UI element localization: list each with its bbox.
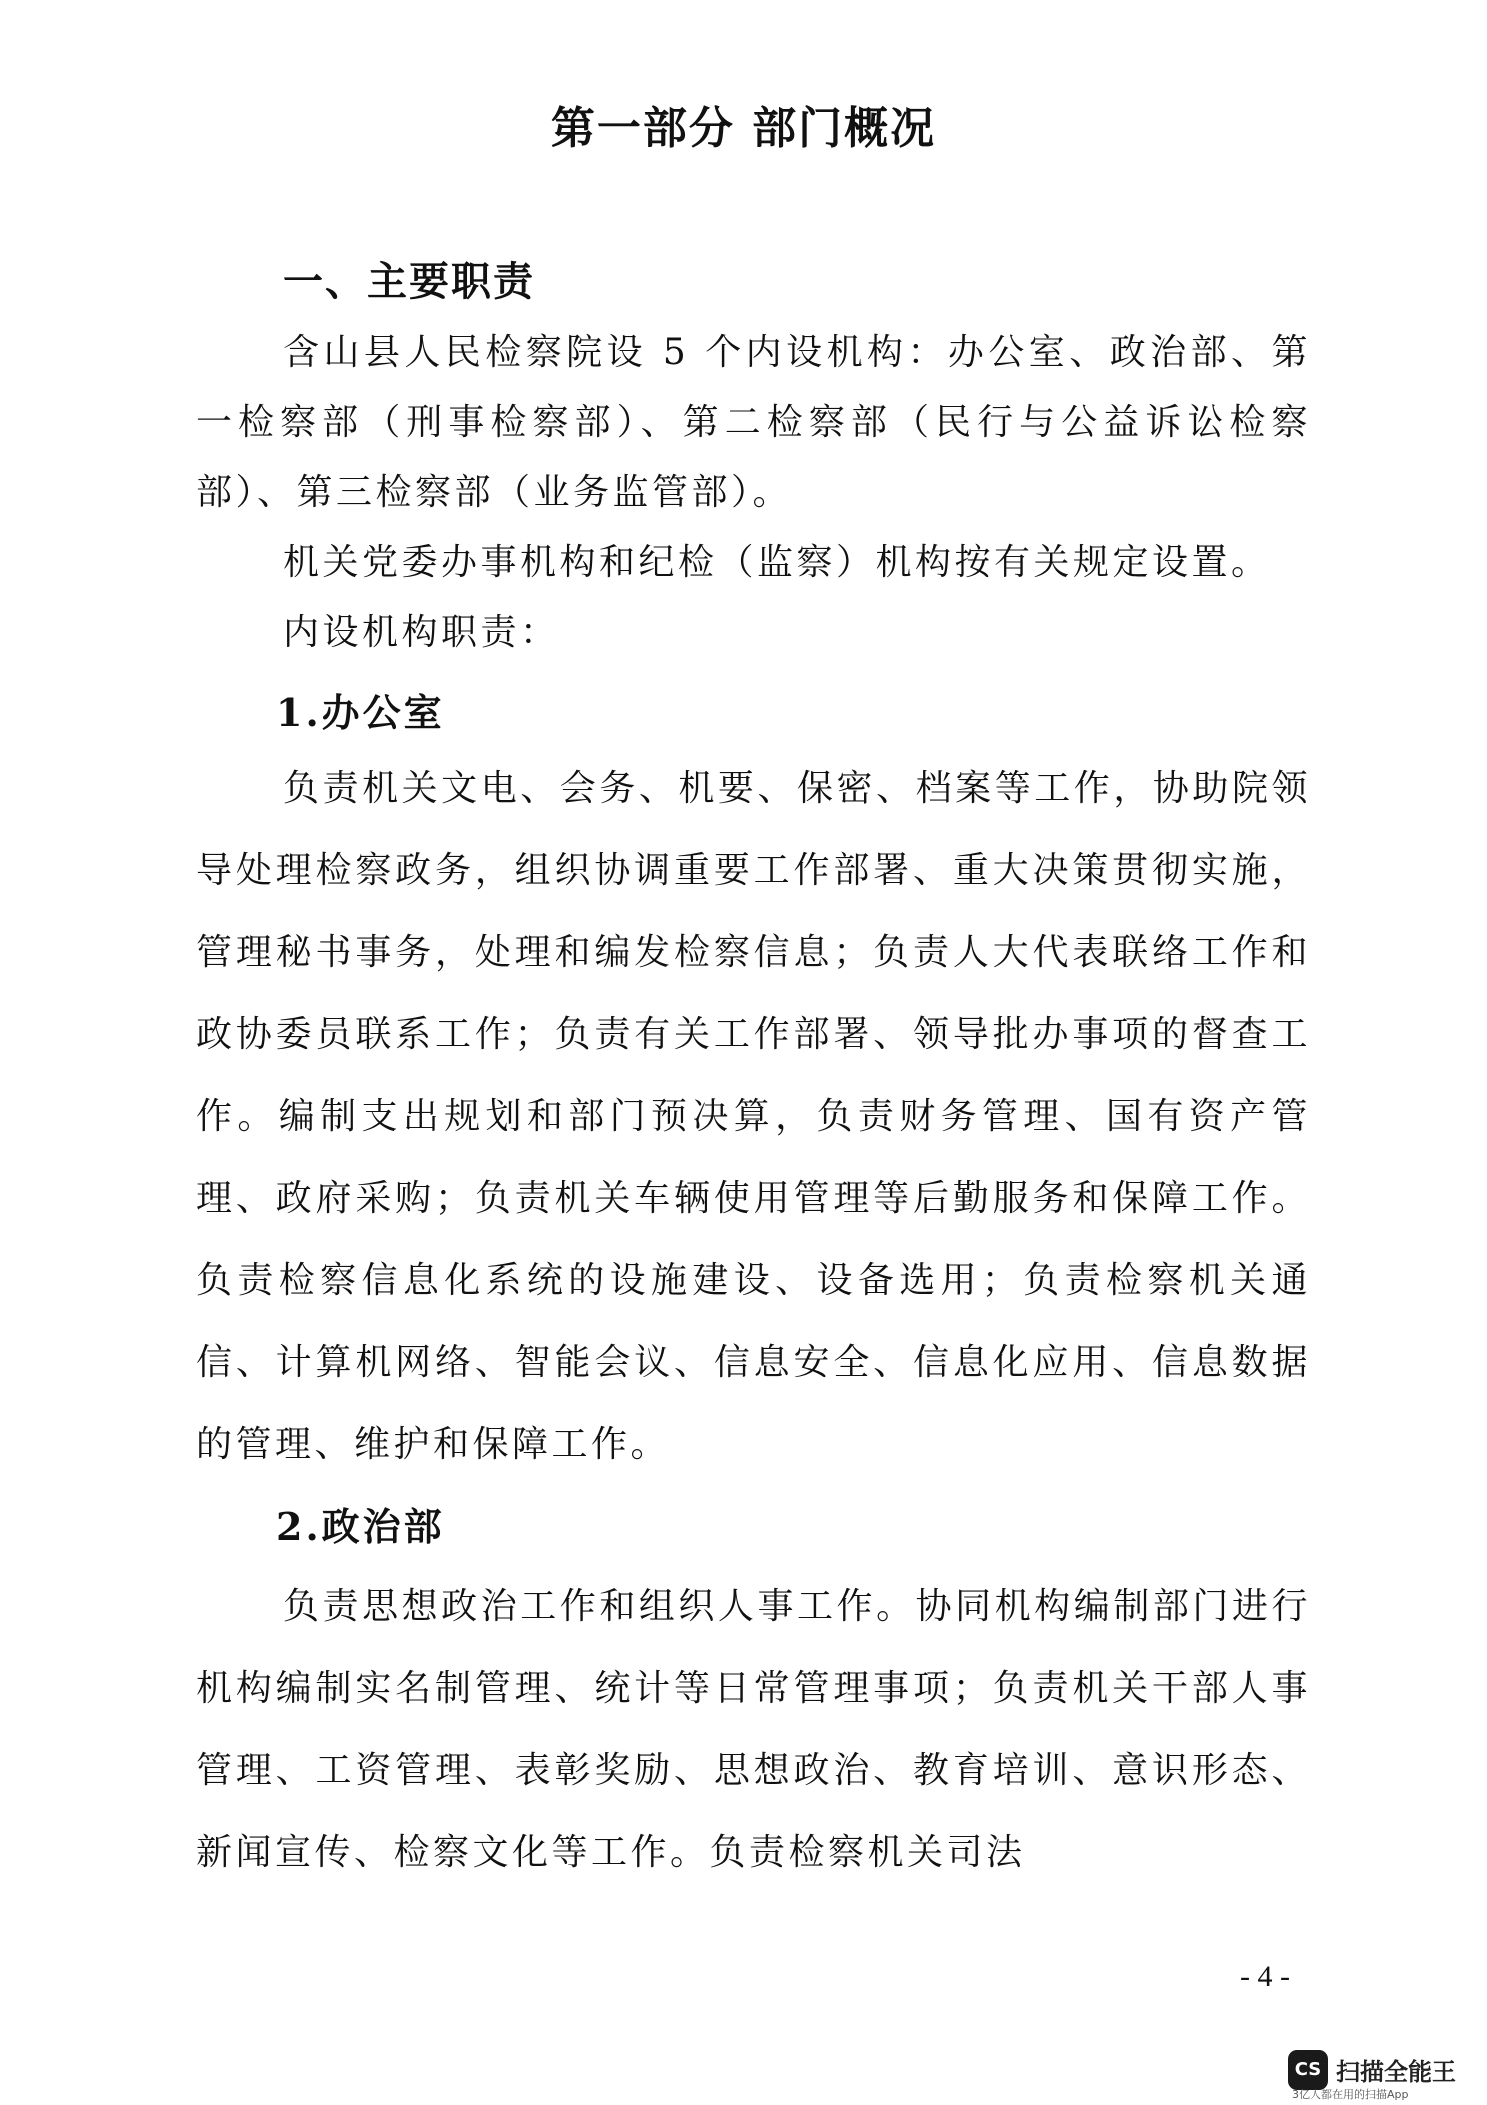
unit-text-office: 负责机关文电、会务、机要、保密、档案等工作，协助院领导处理检察政务，组织协调重要工作部署、重大决策贯彻实施，管理秘书事务，处理和编发检察信息；负责人大代表联络工作和政协委员联系工作；负责有关工作部署、领导批办事项的督查工作。编制支出规划和部门预决算，负责财务管理、国有资产管理、政府采购；负责机关车辆使用管理等后勤服务和保障工作。负责检察信息化系统的设施建设、设备选用；负责检察机关通信、计算机网络、智能会议、信息安全、信息化应用、信息数据的管理、维护和保障工作。 [196, 768, 1311, 1465]
unit-heading-political: 2.政治部 [276, 1504, 445, 1549]
unit-heading-office: 1.办公室 [276, 690, 445, 735]
duties-label: 内设机构职责： [283, 612, 560, 653]
watermark-app-name: 扫描全能王 [1336, 2058, 1456, 2086]
unit-text-political: 负责思想政治工作和组织人事工作。协同机构编制部门进行机构编制实名制管理、统计等日常管理事项；负责机关干部人事管理、工资管理、表彰奖励、思想政治、教育培训、意识形态、新闻宣传、检察文化等工作。负责检察机关司法 [196, 1586, 1311, 1873]
scanner-watermark [1288, 2050, 1478, 2100]
watermark-slogan: 3亿人都在用的扫描App [1292, 2088, 1409, 2101]
camscanner-logo-icon: CS [1288, 2050, 1328, 2090]
section-heading: 一、主要职责 [283, 259, 535, 305]
page-title: 第一部分 部门概况 [550, 103, 937, 154]
page-number: - 4 - [1240, 1960, 1290, 1993]
party-paragraph: 机关党委办事机构和纪检（监察）机构按有关规定设置。 [283, 542, 1271, 583]
intro-paragraph: 含山县人民检察院设 5 个内设机构：办公室、政治部、第一检察部（刑事检察部）、第二检察部（民行与公益诉讼检察部）、第三检察部（业务监管部）。 [196, 332, 1311, 513]
